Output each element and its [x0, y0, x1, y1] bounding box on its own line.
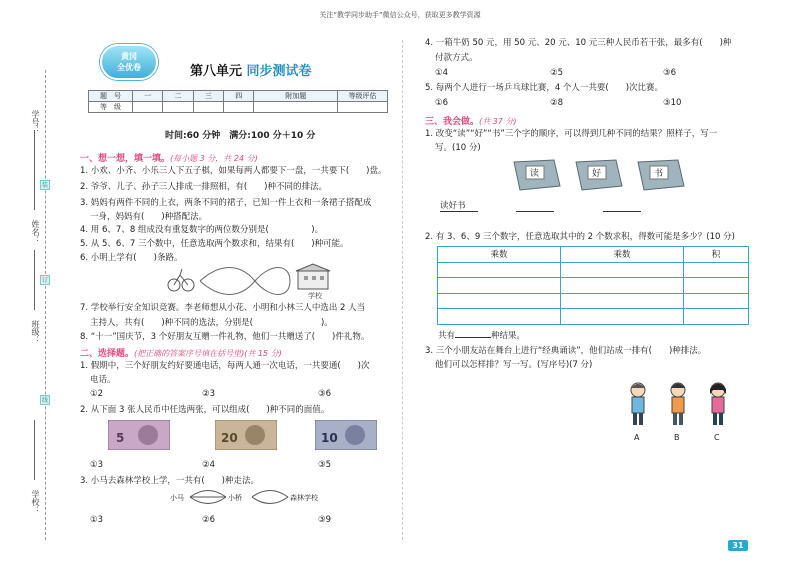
answer-blank[interactable]	[516, 211, 554, 212]
score-cell: 一	[133, 91, 163, 102]
score-input[interactable]	[338, 102, 388, 113]
page-number: 31	[728, 540, 748, 551]
kid-label: C	[714, 433, 720, 442]
question: 付款方式。	[435, 53, 478, 63]
question: 写。(10 分)	[435, 143, 481, 153]
bill-value: 10	[321, 431, 338, 445]
question: 主持人，共有( )种不同的选法，分别是( )。	[90, 318, 333, 328]
result-pre: 共有	[438, 331, 456, 341]
option[interactable]: ③6	[318, 389, 332, 399]
question: 5. 每两个人进行一场乒乓球比赛，4 个人一共要( )次比赛。	[425, 83, 664, 93]
option[interactable]: ③6	[663, 68, 677, 78]
option[interactable]: ①6	[435, 98, 449, 108]
table-row	[438, 278, 749, 294]
route-start: 小马	[170, 494, 184, 502]
table-row	[438, 293, 749, 309]
answer-blank[interactable]	[603, 211, 641, 212]
option[interactable]: ②4	[202, 460, 216, 470]
option[interactable]: ③9	[318, 515, 332, 525]
bill-value: 20	[221, 431, 238, 445]
binding-line	[45, 70, 46, 540]
bill-value: 5	[116, 431, 125, 445]
question: 4. 用 6、7、8 组成没有重复数字的两位数分别是( )。	[80, 225, 324, 235]
section-1-label: 一、想一想，填一填。	[80, 154, 171, 164]
name-blank[interactable]	[34, 150, 35, 210]
section-2-title	[80, 346, 282, 359]
unit-label: 第八单元	[190, 64, 243, 79]
table-cell[interactable]	[684, 293, 749, 309]
question: 4. 一箱牛奶 50 元，用 50 元、20 元、10 元三种人民币若干张，最多有( )种	[425, 38, 732, 48]
score-cell: 等 级	[89, 102, 133, 113]
option[interactable]: ①3	[90, 460, 104, 470]
section-1-title	[80, 151, 258, 164]
option[interactable]: ①3	[90, 515, 104, 525]
score-cell: 等级评估	[338, 91, 388, 102]
section-3-label: 三、我会做。	[425, 117, 480, 127]
table-row	[438, 262, 749, 278]
option[interactable]: ③5	[318, 460, 332, 470]
question: 1. 改变“读”“好”“书”三个字的顺序，可以得到几种不同的结果？照样子，写一	[425, 129, 718, 139]
score-input[interactable]	[224, 102, 254, 113]
score-input[interactable]	[163, 102, 193, 113]
binding-mark: 订	[41, 277, 48, 284]
section-3-title	[425, 114, 517, 127]
score-input[interactable]	[254, 102, 338, 113]
table-header: 积	[684, 247, 749, 263]
page-fold	[402, 40, 403, 540]
child-c-icon	[707, 382, 729, 432]
question: 5. 从 5、6、7 三个数中，任意选取两个数求和，结果有( )种可能。	[80, 239, 349, 249]
bill-20-yuan	[215, 420, 277, 450]
question: 3. 小马去森林学校上学，一共有( )种走法。	[80, 476, 259, 486]
question: 一身，妈妈有( )种搭配法。	[90, 212, 208, 222]
school-caption: 学校	[308, 292, 322, 299]
class-label: 班级：	[31, 320, 40, 344]
logo-line1: 黄冈	[121, 52, 137, 61]
result-blank[interactable]	[455, 329, 491, 338]
page-title	[190, 60, 312, 79]
question: 2. 从下面 3 张人民币中任选两张，可以组成( )种不同的面值。	[80, 405, 330, 415]
table-cell[interactable]	[438, 309, 561, 325]
result-line	[438, 329, 525, 342]
table-header: 乘数	[438, 247, 561, 263]
score-input[interactable]	[133, 102, 163, 113]
binding-mark: 线	[41, 397, 48, 404]
question: 3. 妈妈有两件不同的上衣，两条不同的裙子，已知一件上衣和一条裙子搭配成	[80, 198, 372, 208]
section-2-label: 二、选择题。	[80, 349, 135, 359]
option[interactable]: ②3	[202, 389, 216, 399]
table-cell[interactable]	[684, 262, 749, 278]
book-char: 好	[592, 169, 602, 179]
score-cell: 四	[224, 91, 254, 102]
table-cell[interactable]	[561, 278, 684, 294]
section-1-note: (每小题 3 分，共 24 分)	[170, 154, 258, 163]
child-b-icon	[667, 382, 689, 432]
route-paths	[188, 486, 298, 508]
kid-label: B	[674, 433, 680, 442]
route-figure	[160, 263, 340, 299]
table-cell[interactable]	[438, 293, 561, 309]
table-cell[interactable]	[561, 293, 684, 309]
school-blank[interactable]	[34, 420, 35, 480]
child-a-icon	[627, 382, 649, 432]
option[interactable]: ②6	[202, 515, 216, 525]
route-end: 森林学校	[290, 494, 318, 502]
title-highlight: 同步测试卷	[246, 64, 312, 79]
student-no-label: 学号：	[31, 110, 40, 134]
table-header: 乘数	[561, 247, 684, 263]
table-cell[interactable]	[684, 278, 749, 294]
book-char: 读	[530, 169, 540, 179]
score-cell: 二	[163, 91, 193, 102]
question: 6. 小明上学有( )条路。	[80, 253, 183, 263]
class-blank[interactable]	[34, 250, 35, 310]
score-cell: 附加题	[254, 91, 338, 102]
route-mid: 小桥	[228, 494, 242, 502]
table-cell[interactable]	[684, 309, 749, 325]
score-cell: 三	[193, 91, 223, 102]
table-cell[interactable]	[438, 262, 561, 278]
option[interactable]: ①4	[435, 68, 449, 78]
table-cell[interactable]	[561, 262, 684, 278]
question: 1. 小欢、小齐、小乐三人下五子棋，如果每两人都要下一盘，一共要下( )盘。	[80, 166, 387, 176]
question: 3. 三个小朋友站在舞台上进行“经典诵读”，他们站成一排有( )种排法。	[425, 346, 707, 356]
table-row	[438, 309, 749, 325]
question: 2. 爷爷、儿子、孙子三人排成一排照相，有( )种不同的排法。	[80, 182, 327, 192]
example-answer: 读好书	[440, 201, 466, 211]
book-char: 书	[654, 169, 664, 179]
time-line: 时间:60 分钟 满分:100 分＋10 分	[165, 131, 316, 141]
option[interactable]: ②5	[550, 68, 564, 78]
school-building-icon	[296, 264, 330, 289]
table-cell[interactable]	[438, 278, 561, 294]
option[interactable]: ②8	[550, 98, 564, 108]
question: 7. 学校举行安全知识竞赛。李老师想从小花、小明和小林三人中选出 2 人当	[80, 303, 366, 313]
logo-line2: 全优卷	[117, 63, 141, 72]
bike-icon	[168, 269, 194, 291]
book-hao	[574, 158, 624, 194]
result-post: 种结果。	[491, 331, 526, 341]
table-cell[interactable]	[561, 309, 684, 325]
bill-10-yuan	[315, 420, 377, 450]
option[interactable]: ①2	[90, 389, 104, 399]
question: 1. 假期中，三个好朋友约好要通电话，每两人通一次电话，一共要通( )次	[80, 361, 370, 371]
bill-5-yuan	[108, 420, 170, 450]
score-cell: 题 号	[89, 91, 133, 102]
logo	[100, 44, 158, 80]
score-input[interactable]	[193, 102, 223, 113]
header-notice: 关注“教学同步助手”微信公众号，获取更多教学资源	[319, 11, 481, 19]
kid-label: A	[634, 433, 640, 442]
question: 8. “十一”国庆节，3 个好朋友互赠一件礼物，他们一共赠送了( )件礼物。	[80, 332, 370, 342]
question: 2. 有 3、6、9 三个数字，任意选取其中的 2 个数求积，得数可能是多少？(10 分)	[425, 232, 735, 242]
binding-mark: 装	[41, 182, 48, 189]
school-label: 学校：	[31, 490, 40, 514]
section-2-note: (把正确的答案序号填在括号里)(共 15 分)	[134, 349, 282, 358]
book-du	[512, 158, 562, 194]
product-table	[437, 246, 749, 325]
option[interactable]: ③10	[663, 98, 682, 108]
question: 电话。	[90, 375, 116, 385]
example-underline	[440, 211, 478, 212]
section-3-note: (共 37 分)	[479, 117, 517, 126]
question: 他们可以怎样排？写一写。(写序号)(7 分)	[435, 360, 593, 370]
name-label: 姓名：	[31, 220, 40, 244]
book-shu	[636, 158, 686, 194]
score-table	[88, 90, 388, 113]
